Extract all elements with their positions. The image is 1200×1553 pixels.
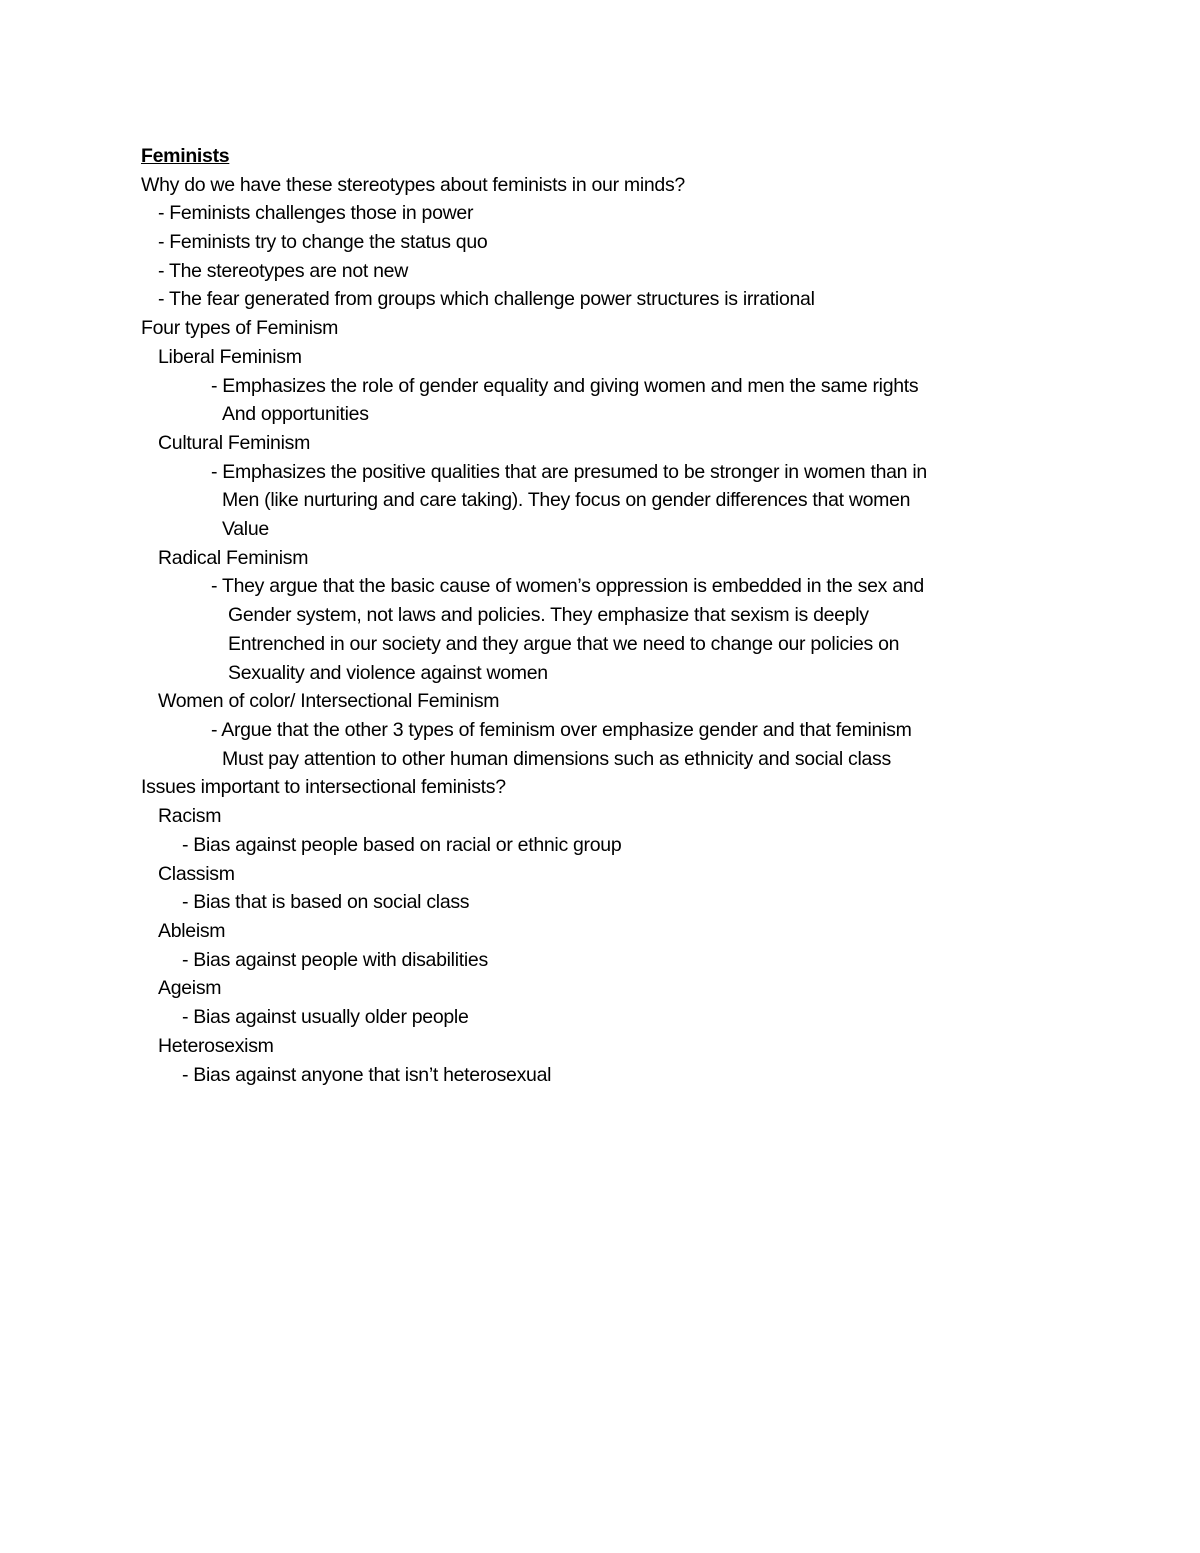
liberal-description: - Emphasizes the role of gender equality and giving women and men the same rights [211,375,919,397]
stereotype-reason: - The stereotypes are not new [158,260,408,282]
radical-description: - They argue that the basic cause of women’s oppression is embedded in the sex and [211,575,924,597]
types-heading: Four types of Feminism [141,317,339,339]
issue-name: Classism [158,863,235,885]
issue-definition: - Bias that is based on social class [182,891,470,913]
issues-heading: Issues important to intersectional feminists? [141,776,506,798]
issue-definition: - Bias against people based on racial or ethnic group [182,834,622,856]
intersectional-description: - Argue that the other 3 types of feminism over emphasize gender and that feminism [211,719,912,741]
issue-name: Ageism [158,977,222,999]
intro-question: Why do we have these stereotypes about feminists in our minds? [141,174,685,196]
cultural-description: - Emphasizes the positive qualities that are presumed to be stronger in women than in [211,461,927,483]
radical-description: Entrenched in our society and they argue that we need to change our policies on [228,633,900,655]
cultural-heading: Cultural Feminism [158,432,311,454]
stereotype-reason: - The fear generated from groups which challenge power structures is irrational [158,288,815,310]
document-title: Feminists [141,145,230,167]
stereotype-reason: - Feminists challenges those in power [158,202,474,224]
radical-description: Sexuality and violence against women [228,662,548,684]
issue-definition: - Bias against usually older people [182,1006,469,1028]
stereotype-reason: - Feminists try to change the status quo [158,231,488,253]
issue-name: Heterosexism [158,1035,274,1057]
liberal-description: And opportunities [222,403,369,425]
radical-description: Gender system, not laws and policies. They emphasize that sexism is deeply [228,604,869,626]
intersectional-heading: Women of color/ Intersectional Feminism [158,690,500,712]
issue-definition: - Bias against people with disabilities [182,949,488,971]
cultural-description: Value [222,518,269,540]
intersectional-description: Must pay attention to other human dimensions such as ethnicity and social class [222,748,891,770]
issue-name: Racism [158,805,222,827]
liberal-heading: Liberal Feminism [158,346,302,368]
radical-heading: Radical Feminism [158,547,309,569]
cultural-description: Men (like nurturing and care taking). They focus on gender differences that women [222,489,911,511]
issue-name: Ableism [158,920,226,942]
issue-definition: - Bias against anyone that isn’t heterosexual [182,1064,552,1086]
